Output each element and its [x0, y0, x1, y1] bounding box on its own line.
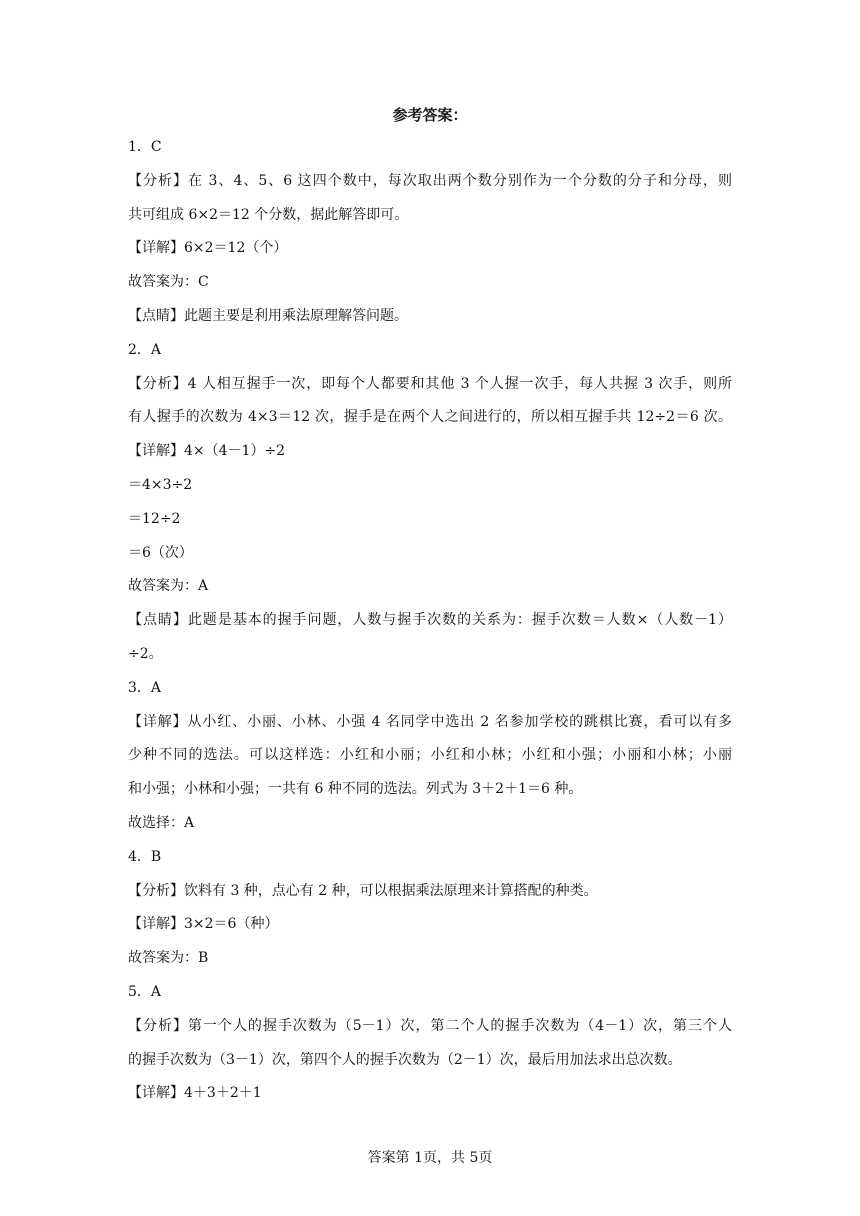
text-line: 有人握手的次数为 4×3＝12 次，握手是在两个人之间进行的，所以相互握手共 12÷2＝6 次。	[128, 409, 732, 426]
text-line: 少种不同的选法。可以这样选：小红和小丽；小红和小林；小红和小强；小丽和小林；小丽	[128, 747, 732, 764]
text-line: 故答案为：A	[128, 578, 209, 595]
text-line: 【详解】6×2＝12（个）	[128, 240, 288, 257]
text-line: 【分析】在 3、4、5、6 这四个数中，每次取出两个数分别作为一个分数的分子和分母，则	[128, 172, 732, 189]
text-line: ＝12÷2	[128, 510, 181, 527]
text-line: 共可组成 6×2＝12 个分数，据此解答即可。	[128, 206, 409, 223]
text-line: ＝4×3÷2	[128, 476, 193, 493]
text-line: 【分析】4 人相互握手一次，即每个人都要和其他 3 个人握一次手，每人共握 3 次手，则所	[128, 375, 732, 392]
text-line: 的握手次数为（3－1）次，第四个人的握手次数为（2－1）次，最后用加法求出总次数。	[128, 1051, 682, 1068]
text-line: 【详解】从小红、小丽、小林、小强 4 名同学中选出 2 名参加学校的跳棋比赛，看可以有多	[128, 713, 732, 730]
answer-content	[128, 131, 732, 1111]
text-line: 【详解】4×（4－1）÷2	[128, 443, 286, 460]
text-line: ＝6（次）	[128, 544, 193, 561]
text-line: 3．A	[128, 679, 162, 696]
text-line: 【点睛】此题是基本的握手问题，人数与握手次数的关系为：握手次数＝人数×（人数－1）	[128, 612, 732, 629]
text-line: 5．A	[128, 983, 162, 1000]
text-line: 1．C	[128, 139, 162, 155]
text-line: 和小强；小林和小强；一共有 6 种不同的选法。列式为 3＋2＋1＝6 种。	[128, 781, 583, 798]
text-line: 【详解】4＋3＋2＋1	[128, 1085, 262, 1102]
text-line: 故选择：A	[128, 814, 195, 831]
text-line: 4．B	[128, 848, 162, 865]
text-line: 【详解】3×2＝6（种）	[128, 916, 279, 933]
text-line: 【分析】第一个人的握手次数为（5－1）次，第二个人的握手次数为（4－1）次，第三个人	[128, 1017, 732, 1034]
text-line: 故答案为：C	[128, 274, 209, 291]
page-footer: 答案第 1页，共 5页	[367, 1150, 493, 1166]
text-line: 2．A	[128, 341, 162, 358]
text-line: 故答案为：B	[128, 950, 209, 967]
page-title: 参考答案：	[392, 106, 468, 124]
text-line: 【分析】饮料有 3 种，点心有 2 种，可以根据乘法原理来计算搭配的种类。	[128, 882, 598, 899]
text-line: ÷2。	[128, 645, 163, 662]
text-line: 【点睛】此题主要是利用乘法原理解答问题。	[128, 307, 408, 324]
